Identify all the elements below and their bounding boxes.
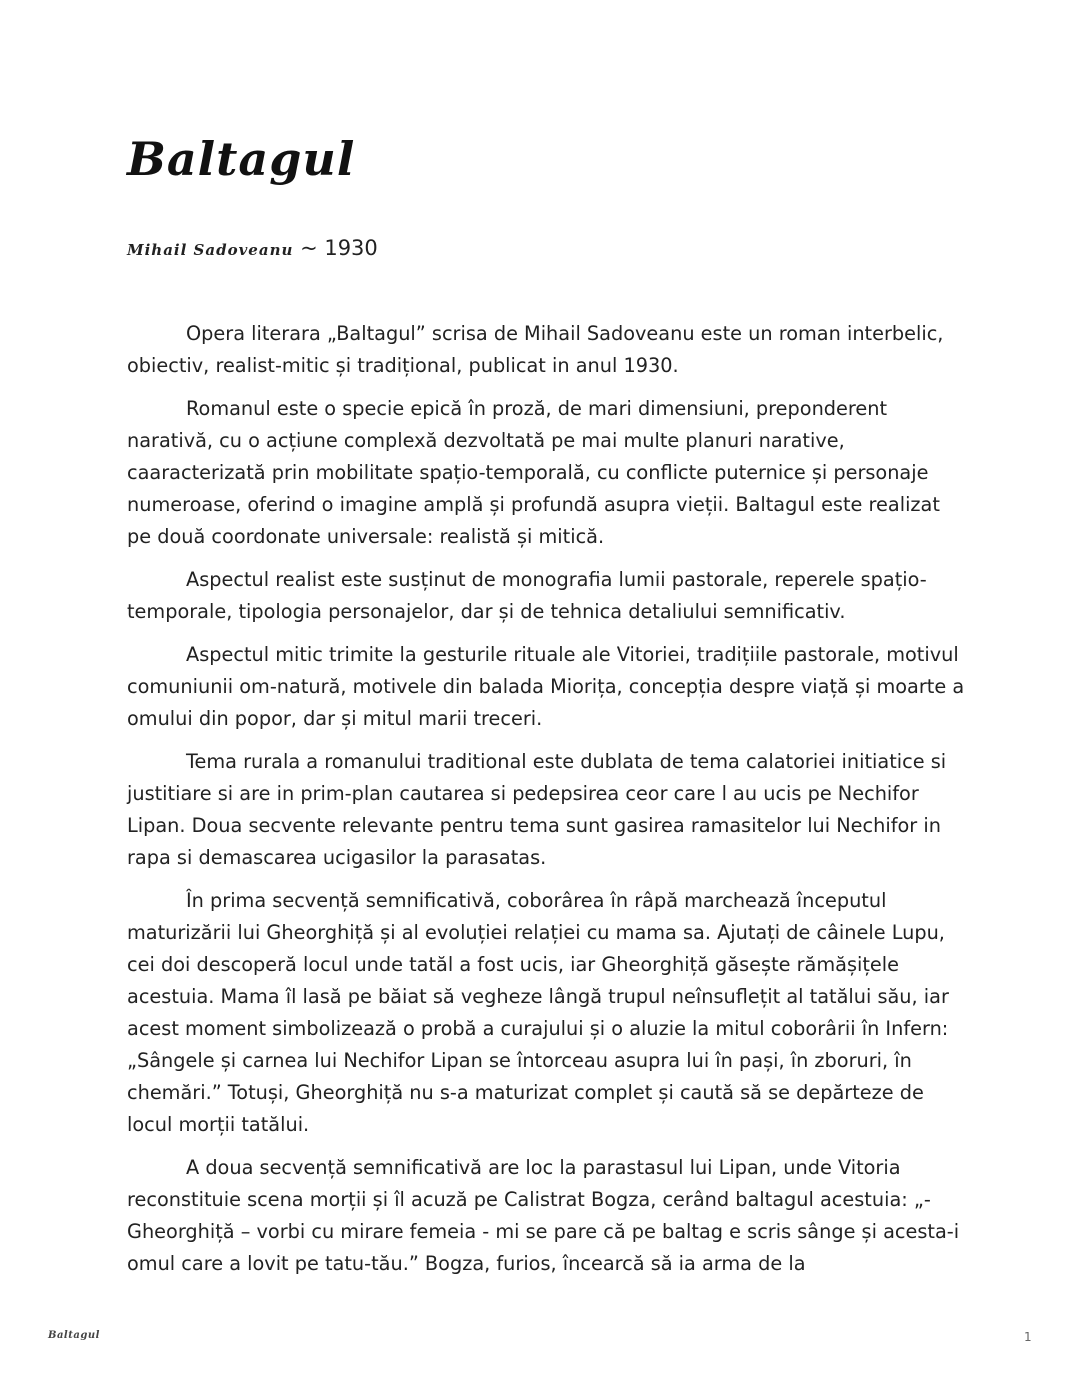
publication-year: ~ 1930 <box>293 236 378 260</box>
paragraph-intro: Opera literara „Baltagul” scrisa de Mihail Sadoveanu este un roman interbelic, obiectiv, realist-mitic și tradițional, publicat in anul 1930. <box>127 322 944 377</box>
paragraph-mythic-aspect: Aspectul mitic trimite la gesturile rituale ale Vitoriei, tradițiile pastorale, motivul comuniunii om-natură, motivele din balada Miorița, concepția despre viață și moarte a omului din popor, dar și mitul marii treceri. <box>127 643 965 730</box>
paragraph-theme: Tema rurala a romanului traditional este dublata de tema calatoriei initiatice si justitiare si are in prim-plan cautarea si pedepsirea ceor care l au ucis pe Nechifor Lipan. Doua secvente relevante pentru tema sunt gasirea ramasitelor lui Nechifor in rapa si demascarea ucigasilor la parasatas. <box>127 750 947 869</box>
footer-running-title: Baltagul <box>48 1330 100 1341</box>
paragraph-first-sequence: În prima secvență semnificativă, coborârea în râpă marchează începutul maturizării lui Gheorghiță și al evoluției relației cu mama sa. Ajutați de câinele Lupu, cei doi descoperă locul unde tatăl a fost ucis, iar Gheorghiță găsește rămășițele acestuia. Mama îl lasă pe băiat să vegheze lângă trupul neînsuflețit al tatălui său, iar acest moment simbolizează o probă a curajului și o aluzie la mitul coborârii în Infern: „Sângele și carnea lui Nechifor Lipan se întorceau asupra lui în pași, în zboruri, în chemări.” Totuși, Gheorghiță nu s-a maturizat complet și caută să se depărteze de locul morții tatălui. <box>127 889 949 1136</box>
document-body <box>127 318 967 1291</box>
document-title: Baltagul <box>127 132 356 186</box>
page-number: 1 <box>1024 1330 1032 1344</box>
paragraph-realist-aspect: Aspectul realist este susținut de monografia lumii pastorale, reperele spațio-temporale, tipologia personajelor, dar și de tehnica detaliului semnificativ. <box>127 568 927 623</box>
paragraph-second-sequence: A doua secvență semnificativă are loc la parastasul lui Lipan, unde Vitoria reconstituie scena morții și îl acuză pe Calistrat Bogza, cerând baltagul acestuia: „- Gheorghiță – vorbi cu mirare femeia - mi se pare că pe baltag e scris sânge și acesta-i omul care a lovit pe tatu-tău.” Bogza, furios, încearcă să ia arma de la <box>127 1156 960 1275</box>
paragraph-species: Romanul este o specie epică în proză, de mari dimensiuni, preponderent narativă, cu o acțiune complexă dezvoltată pe mai multe planuri narative, caaracterizată prin mobilitate spațio-temporală, cu conflicte puternice și personaje numeroase, oferind o imagine amplă și profundă asupra vieții. Baltagul este realizat pe două coordonate universale: realistă și mitică. <box>127 397 940 548</box>
author-name: Mihail Sadoveanu <box>127 241 294 259</box>
byline <box>127 236 378 260</box>
